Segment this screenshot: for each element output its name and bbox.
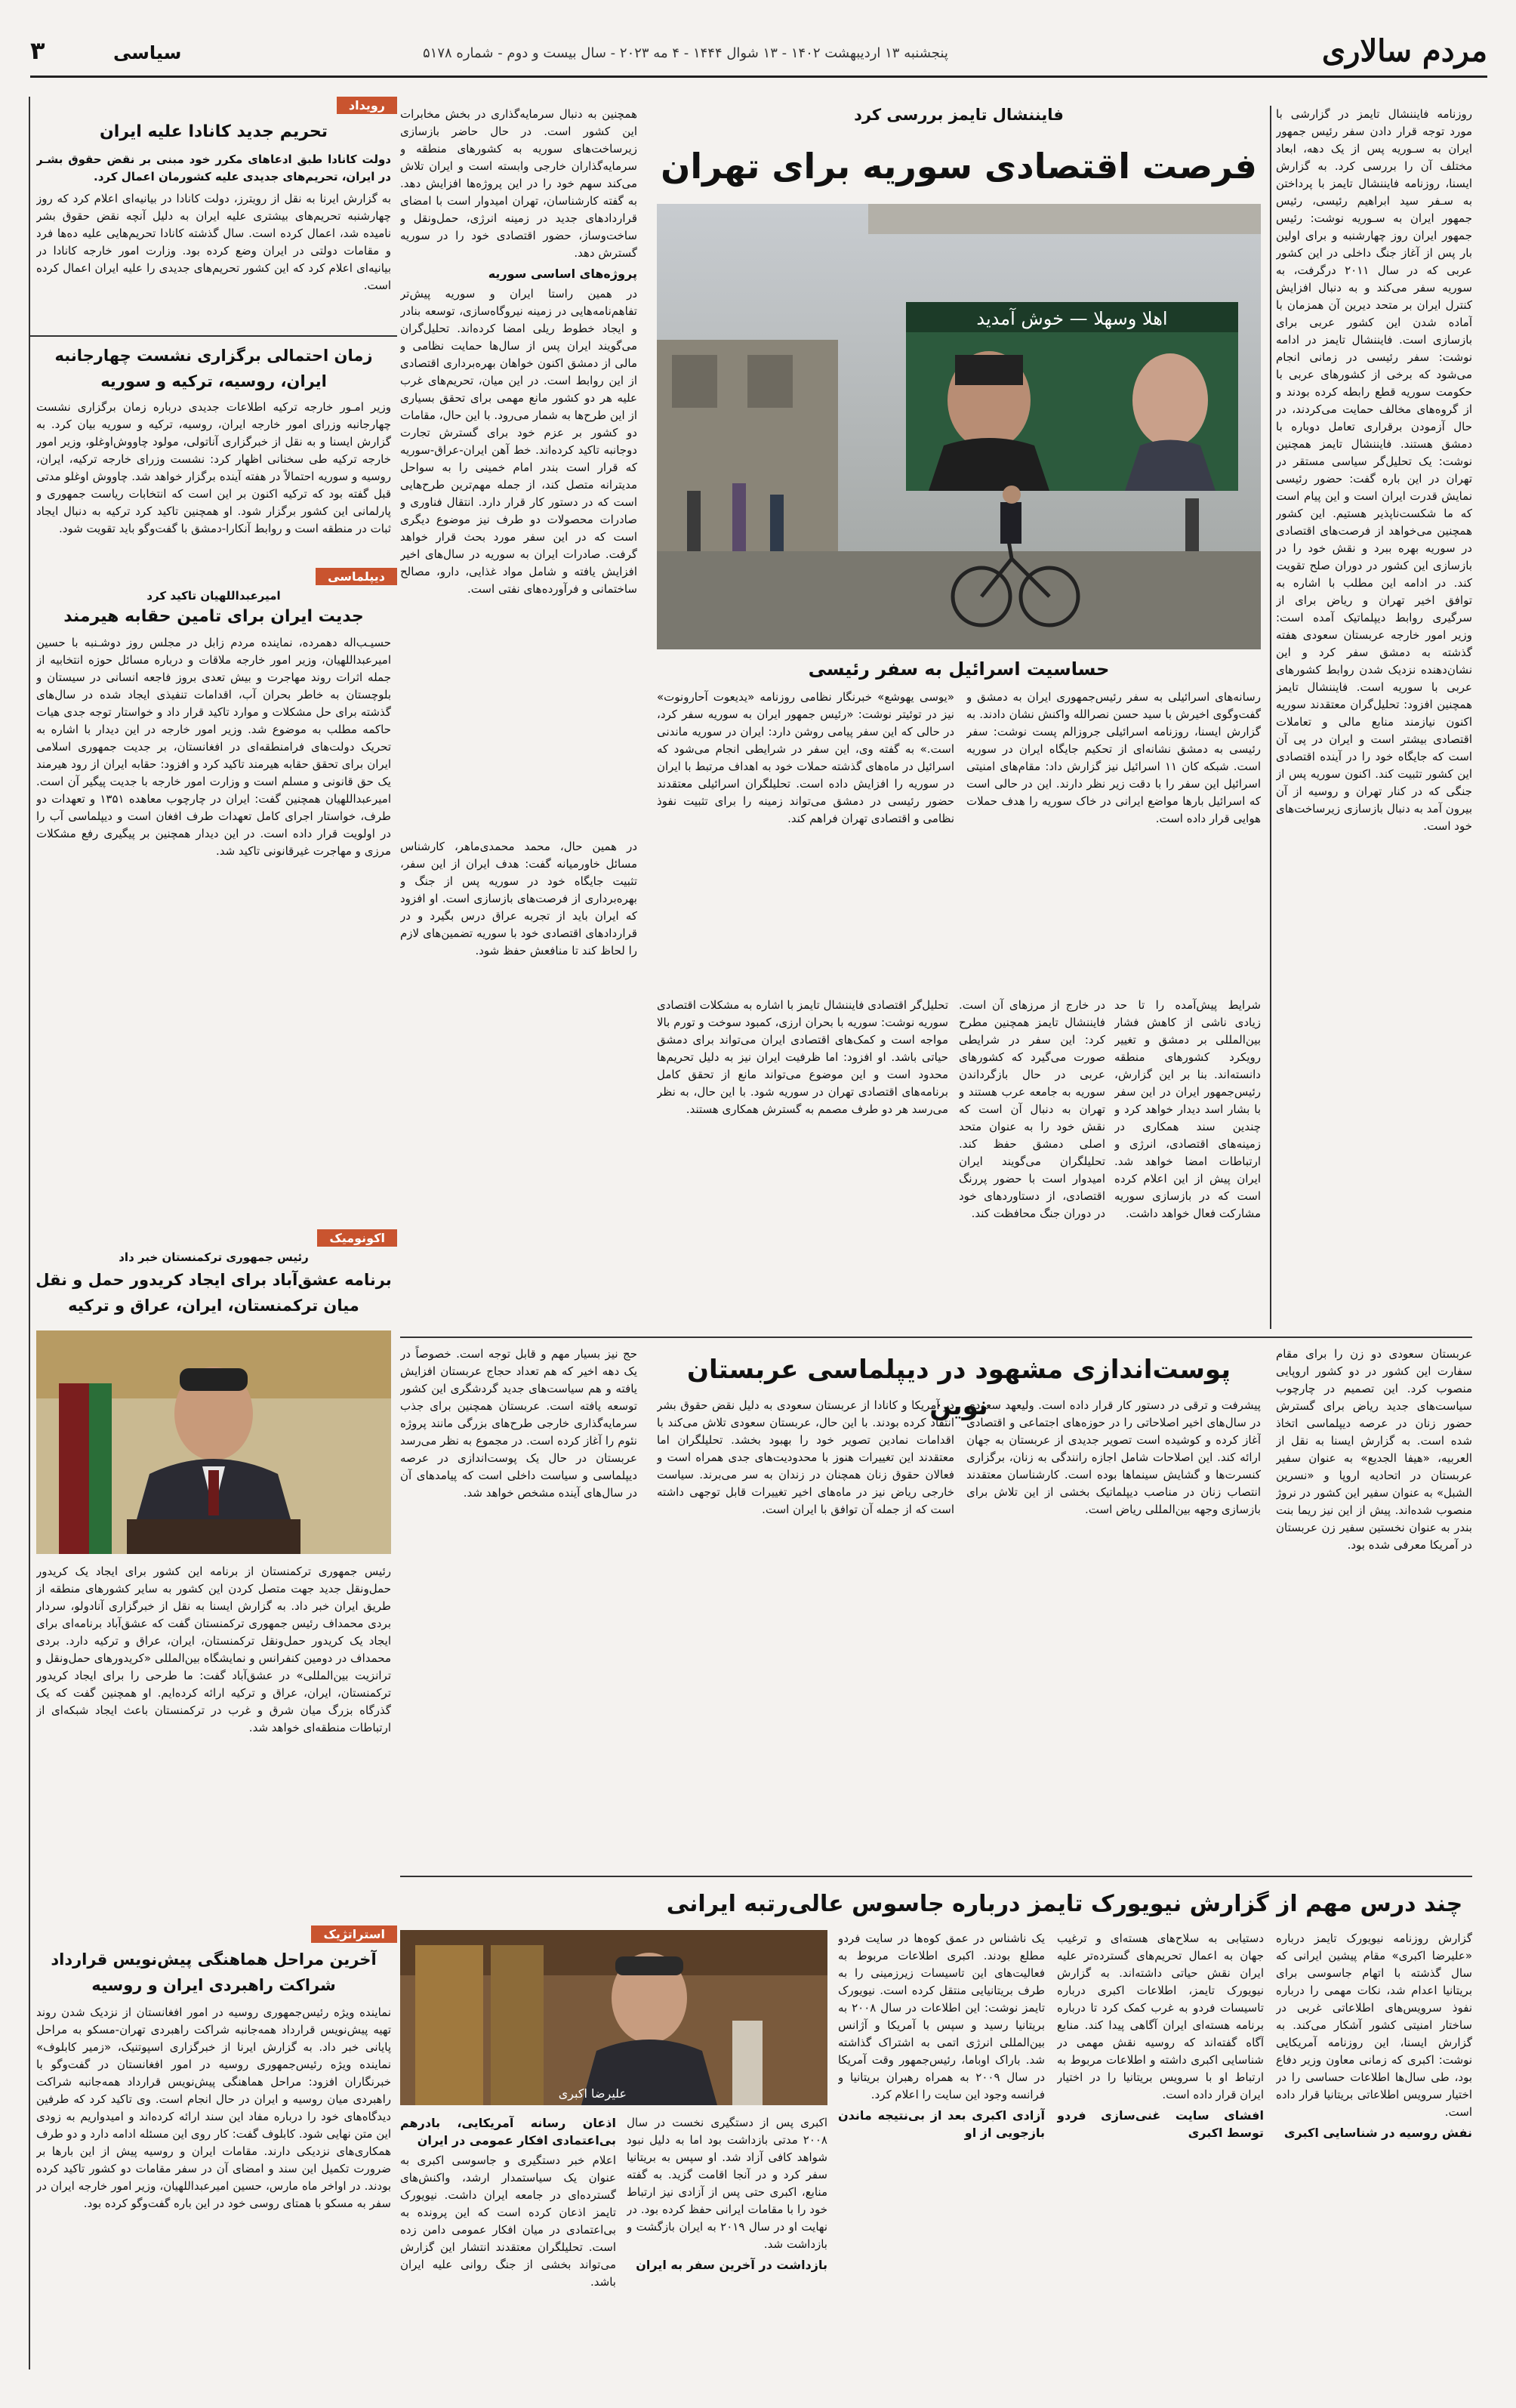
article-column: در خارج از مرزهای آن است. فایننشال تایمز همچنین مطرح کرد: این سفر در شرایطی صورت می‌گیرد که کشورهای عربی در حال بازگرداندن سوریه به جامعه عرب هستند و تهران به دنبال آن است که نقش خود را به عنوان متحد اصلی دمشق حفظ کند. تحلیلگران می‌گویند ایران امیدوار است با حضور پررنگ اقتصادی، از دستاوردهای خود در دوران جنگ محافظت کند.: [959, 998, 1105, 1220]
article-paragraph: همچنین به دنبال سرمایه‌گذاری در بخش مخابرات این کشور است. در حال حاضر بازسازی زیرساخت‌های سوریه به کشورهای منطقه و سرمایه‌گذاران خارجی وابسته است و ایران تلاش می‌کند سهم خود را در این پروژه‌ها افزایش دهد. به گفته کارشناسان، تهران امیدوار است با امضای قراردادهای جدید در زمینه انرژی، حمل‌ونقل و ساخت‌وساز، حضور اقتصادی خود را در سوریه گسترش دهد.: [400, 107, 637, 260]
article-paragraph: دستیابی به سلاح‌های هسته‌ای و ترغیب جهان به اعمال تحریم‌های گسترده‌تر علیه ایران نقش حیاتی داشته‌اند. به گزارش نیویورک تایمز، اطلاعات اکبری درباره تاسیسات فردو به غرب کمک کرد تا درباره برنامه هسته‌ای ایران آگاهی پیدا کند. منابع آگاه گفته‌اند که روسیه نقش مهمی در شناسایی اکبری داشته و اطلاعات مربوط به ارتباط او با سرویس بریتانیا را در اختیار ایران قرار داده است.: [1057, 1932, 1264, 2101]
sidebar-headline: جدیت ایران برای تامین حقابه هیرمند: [63, 607, 364, 626]
sidebar-body: حسیـب‌اله دهمرده، نماینده مردم زابل در مجلس روز دوشـنبه با حسین امیرعبداللهیان، وزیر امور خارجه ملاقات و درباره مسائل حوزه انتخابیه از جمله اثرات روند مهاجرت و بیش تعدی بروز فاجعه انسانی در سیستان و بلوچستان به خاطر بحران آب، اقدامات تنفیذی ایجاد شده در سال‌های گذشته برای حل مشکلات و موارد تاکید قرار داد و خواستار توجه جدی هیات حاکمه مطلب به موضوع شد. وزیر امور خارجه در این دیدار با اشاره به تحریک دولت‌های فرامنطقه‌ای در افغانستان، بر جدیت جمهوری اسلامی ایران برای تحقق حقابه هیرمند تاکید کرد و افزود: حقابه ایران از رود هیرمند یک حق قانونی و مسلم است و وزارت امور خارجه با جدیت پیگیر آن است. امیرعبداللهیان همچنین گفت: ایران در چارچوب معاهده ۱۳۵۱ و تعهدات دو طرف، خواستار اجرای کامل تعهدات طرف افغان است و دیپلماسی آب را در اولویت قرار داده است. در این دیدار همچنین بر پیگیری رفع مشکلات مرزی و مهاجرت غیرقانونی تاکید شد.: [36, 636, 391, 858]
subheading: بازداشت در آخرین سفر به ایران: [636, 2258, 827, 2272]
article-paragraph: گزارش روزنامه نیویورک تایمز درباره «علیرضا اکبری» مقام پیشین ایرانی که سال گذشته با اتهام جاسوسی برای بریتانیا اعدام شد، نکات مهمی را درباره نفوذ سرویس‌های اطلاعاتی غربی در ساختار امنیتی کشور آشکار می‌کند. به گزارش ایسنا، این روزنامه آمریکایی نوشت: اکبری که زمانی معاون وزیر دفاع بود، طی سال‌ها اطلاعات حساسی را در اختیار سرویس اطلاعاتی بریتانیا قرار داده است.: [1276, 1932, 1472, 2119]
story2-headline: پوست‌اندازی مشهود در دیپلماسی عربستان نوین: [687, 1355, 1231, 1421]
article-paragraph: اکبری پس از دستگیری نخست در سال ۲۰۰۸ مدتی بازداشت بود اما به دلیل نبود شواهد کافی آزاد شد. او سپس به بریتانیا سفر کرد و در آنجا اقامت گزید. به گفته منابع، اکبری حتی پس از آزادی نیز ارتباط خود را با مقامات ایرانی حفظ کرده بود. در نهایت او در سال ۲۰۱۹ به ایران بازگشت و بازداشت شد.: [627, 2116, 827, 2251]
section-rule: [400, 1876, 1472, 1877]
section-tag: رویداد: [337, 97, 397, 114]
article-column: [400, 2114, 616, 2376]
article-column: پیشرفت و ترقی در دستور کار قرار داده است. ولیعهد سعودی در سال‌های اخیر اصلاحاتی را در حوزه‌های اجتماعی و اقتصادی آغاز کرده و کوشیده است تصویر جدیدی از عربستان به جهان ارائه کند. این اصلاحات شامل اجازه رانندگی به زنان، برگزاری کنسرت‌ها و گشایش سینماها بوده است. کارشناسان معتقدند انتصاب زنان در مناصب دیپلماتیک بخشی از این تلاش برای بازسازی وجهه بین‌المللی ریاض است.: [966, 1398, 1261, 1516]
article-column: [627, 2114, 827, 2376]
subheading: اذعان رسانه آمریکایی، بادرهم بی‌اعتمادی افکار عمومی در ایران: [400, 2116, 616, 2147]
section-name: سیاسی: [113, 42, 182, 63]
sidebar-body: به گزارش ایرنا به نقل از رویترز، دولت کانادا در بیانیه‌ای اعلام کرد که روز چهارشنبه تحریم‌های بیشتری علیه ایران به دلیل آنچه نقض حقوق بشر نامیده شد، اعمال کرده است. سال گذشته کانادا تحریم‌هایی علیه ده‌ها فرد و مقامات دولتی در ایران وضع کرده بود. وزارت امور خارجه کانادا در بیانیه‌ای اعلام کرد که این کشور تحریم‌های جدیدی را علیه ایران اعمال کرده است.: [36, 192, 391, 292]
main-headline: فرصت اقتصادی سوریه برای تهران: [661, 146, 1257, 187]
divider: [30, 335, 397, 337]
article-paragraph: در همین راستا ایران و سوریه پیش‌تر تفاهم‌نامه‌هایی در زمینه نیروگاه‌سازی، توسعه بنادر و ایجاد خطوط ریلی امضا کرده‌اند. تحلیل‌گران می‌گویند ایران پس از سال‌ها حمایت نظامی و مالی از دمشق اکنون خواهان بهره‌برداری اقتصادی از این روابط است. در این میان، تحریم‌های غرب علیه هر دو کشور مانع مهمی برای تحقق بسیاری از این طرح‌ها به شمار می‌رود. با این حال، مقامات دو کشور بر عزم خود برای گسترش تجارت دوجانبه تاکید کرده‌اند. خط آهن ایران-عراق-سوریه که قرار است بندر امام خمینی را به سواحل مدیترانه متصل کند، از جمله مهم‌ترین طرح‌هایی است که در دستور کار قرار دارد. انتقال فناوری و صادرات محصولات دو طرف نیز موضوع دیگری است که در این سفر مورد بحث قرار خواهد گرفت. صادرات ایران به سوریه در سال‌های اخیر افزایش یافته و شامل مواد غذایی، دارو، مصالح ساختمانی و فرآورده‌های نفتی است.: [400, 287, 637, 596]
main-photo: [657, 204, 1261, 649]
section-tag: استراتژیک: [311, 1925, 397, 1943]
poster-text: اهلا وسهلا — خوش آمدید: [976, 308, 1168, 329]
article-column: حج نیز بسیار مهم و قابل توجه است. خصوصاً در یک دهه اخیر که هم تعداد حجاج عربستان افزایش یافته و هم سیاست‌های جدید گردشگری این کشور توسعه یافته است. عربستان همچنین برای جذب سرمایه‌گذاری خارجی طرح‌های بزرگی مانند پروژه نئوم را آغاز کرده است. در مجموع به نظر می‌رسد عربستان در حال یک پوست‌اندازی در عرصه دیپلماسی و سیاست داخلی است که پیامدهای آن در سال‌های آینده مشخص خواهد شد.: [400, 1347, 637, 1500]
subheading: نفش روسیه در شناسایی اکبری: [1283, 2126, 1472, 2140]
newspaper-brand: مردم سالاری: [1321, 33, 1487, 69]
subheading: آزادی اکبری بعد از بی‌نتیجه ماندن بازجویی از او: [838, 2108, 1045, 2140]
portrait-image: [36, 1330, 391, 1554]
sidebar-headline: زمان احتمالی برگزاری نشست چهارجانبه ایران، روسیه، ترکیه و سوریه: [54, 347, 373, 390]
sidebar-body: وزیر امـور خارجه ترکیه اطلاعات جدیدی درباره زمان برگزاری نشست چهارجانبه وزرای امور خارجه ایران، روسیه، ترکیه و سوریه بیان کرد. به گزارش ایسنا و به نقل از خبرگزاری آناتولی، مولود چاووش‌اوغلو، وزیر امور خارجه ترکیه طی سخنانی اظهار کرد: نشست وزرای خارجه ترکیه، ایران، روسیه و سوریه احتمالاً در هفته آینده برگزار خواهد شد. چاووش اوغلو مدتی قبل گفته بود که ترکیه اکنون بر این است که انتخابات ریاست جمهوری و پارلمانی این کشور برگزار شود. او همچنین تاکید کرد ترکیه به دنبال ایجاد ثبات در منطقه است و روابط آنکارا-دمشق با گفت‌وگو باید تقویت شود.: [36, 400, 391, 535]
photo-caption: علیرضا اکبری: [558, 2086, 627, 2101]
portrait-image: [400, 1930, 827, 2105]
article-column: [1276, 1930, 1472, 2376]
article-column: شرایط پیش‌آمده را تا حد زیادی ناشی از کاهش فشار بین‌المللی بر دمشق و تغییر رویکرد کشورهای منطقه دانسته‌اند. بنا بر این گزارش، رئیس‌جمهور ایران در این سفر با بشار اسد دیدار خواهد کرد و چندین سند همکاری در زمینه‌های اقتصادی، انرژی و ارتباطات امضا خواهد شد. ایران پیش از این اعلام کرده است که در بازسازی سوریه مشارکت فعال خواهد داشت.: [1114, 998, 1261, 1220]
street-scene-image: [657, 204, 1261, 649]
column-rule: [1270, 106, 1271, 1329]
sidebar-headline: تحریم جدید کانادا علیه ایران: [99, 122, 328, 141]
article-column: در همین حال، محمد محمدی‌ماهر، کارشناس مسائل خاورمیانه گفت: هدف ایران از این سفر، تثبیت جایگاه خود در سوریه پس از جنگ و بهره‌برداری از فرصت‌های بازسازی است. او افزود که ایران باید از تجربه عراق درس بگیرد و در قراردادهای اقتصادی خود با سوریه تضمین‌های لازم را لحاظ کند تا منافعش حفظ شود.: [400, 840, 637, 957]
article-paragraph: یک ناشناس در عمق کوه‌ها در سایت فردو مطلع بودند. اکبری اطلاعات مربوط به فعالیت‌های این تاسیسات زیرزمینی را به طرف بریتانیایی منتقل کرده است. نیویورک تایمز نوشت: این اطلاعات در سال ۲۰۰۸ به بریتانیا رسید و سپس با آمریکا و آژانس بین‌المللی انرژی اتمی به اشتراک گذاشته شد. باراک اوباما، رئیس‌جمهور وقت آمریکا در سال ۲۰۰۹ به همراه رهبران بریتانیا و فرانسه وجود این سایت را اعلام کرد.: [838, 1932, 1045, 2101]
article-column: [400, 106, 637, 831]
article-column: روزنامه فایننشال تایمز در گزارشی با مورد توجه قرار دادن سفر رئیس جمهور ایران به سـوریه پس از یک دهه، ابعاد مختلف آن را بررسی کرد. به گزارش ایسنا، روزنامه فایننشال تایمز با پرداختن به سـفر سید ابراهیم رئیسی، رئیس جمهور ایران به سـوریه نوشت: رئیس جمهور ایران روز چهارشنبه و برای اولین بار پس از آغاز جنگ داخلی در این کشور عربی که در سال ۲۰۱۱ درگرفت، به سوریه سفر می‌کند و به دنبال افزایش کنترل ایران بر متحد دیرین آن همزمان با آماده شدن این کشور عربی برای بازسازی است. فایننشال تایمز در ادامه نوشت: سفر رئیسی در زمانی انجام می‌شود که برخی از کشورهای عربی با حکومت سوریه قطع رابطه کرده بودند و از گروه‌های مخالف حمایت می‌کردند، در حال آزمودن برقراری تعامل دوباره با دمشق هستند. فایننشال تایمز همچنین نوشت: یک تحلیل‌گر سیاسی مستقر در تهران در این باره گفت: حضور رئیسی نمایش قدرت ایران است و این پیام است که ما شکست‌ناپذیر هستیم. این کشور همچنین می‌خواهد از فرصت‌های اقتصادی در سوریه بهره ببرد و نقش خود را در بازسازی این کشور در دوران صلح تقویت کند. در ادامه این مطلب با اشاره به توافق اخیر تهران و ریاض برای از سرگیری روابط دیپلماتیک آمده است: وزیر امور خارجه عربستان سعودی هفته گذشته به دمشق سفر کرد و این نشان‌دهنده نزدیک شدن روابط کشورهای عربی با سوریه است. فایننشال تایمز همچنین افزود: تحلیل‌گران معتقدند سوریه اکنون نیازمند منابع مالی و تعاملات اقتصادی بیشتر است و ایران در پی آن است که جایگاه خود را در آینده اقتصادی این کشور تثبیت کند. اکنون سوریه پس از جنگی که در کنار تهران و روسیه از آن بیرون آمد به دنبال بازسازی زیرساخت‌های خود است.: [1276, 107, 1472, 833]
article-column: در آمریکا و کانادا از عربستان سعودی به دلیل نقض حقوق بشر انتقاد کرده بودند. با این حال، عربستان سعودی تلاش می‌کند با اقدامات نمادین تصویر خود را بهبود بخشد. تحلیلگران اما معتقدند این تغییرات هنوز با محدودیت‌های جدی همراه است و فعالان حقوق زنان همچنان در زندان به سر می‌برند. سیاست خارجی ریاض نیز در ماه‌های اخیر تغییرات قابل توجهی داشته است که از جمله آن توافق با ایران است.: [657, 1398, 954, 1516]
subheading: پروژه‌های اساسی سوریه: [488, 267, 637, 281]
article-paragraph: اعلام خبر دستگیری و جاسوسی اکبری به عنوان یک سیاستمدار ارشد، واکنش‌های گسترده‌ای در جامعه ایران داشت. نیویورک تایمز اذعان کرده است که این پرونده به بی‌اعتمادی در میان افکار عمومی دامن زده است. تحلیلگران معتقدند انتشار این گزارش می‌تواند بخشی از جنگ روانی علیه ایران باشد.: [400, 2154, 616, 2289]
article-column: [1057, 1930, 1264, 2376]
masthead: [30, 30, 1487, 78]
story-kicker: فایننشال تایمز بررسی کرد: [854, 106, 1064, 124]
section-tag: دیپلماسی: [316, 568, 397, 585]
sidebar-divider: [29, 97, 30, 2369]
date-line: پنجشنبه ۱۳ اردیبهشت ۱۴۰۲ - ۱۳ شوال ۱۴۴۴ - ۴ مه ۲۰۲۳ - سال بیست و دوم - شماره ۵۱۷۸: [423, 45, 948, 61]
article-column: [838, 1930, 1045, 2376]
sidebar-headline: برنامه عشق‌آباد برای ایجاد کریدور حمل و نقل میان ترکمنستان، ایران، عراق و ترکیه: [35, 1271, 392, 1315]
sidebar-body: رئیس جمهوری ترکمنستان از برنامه این کشور برای ایجاد یک کریدور حمل‌ونقل جدید جهت متصل کردن این کشور به سایر کشورهای منطقه از طریق ایران خبر داد. به گزارش ایسنا به نقل از خبرگزاری آنادولو، سردار بردی محمداف رئیس جمهوری ترکمنستان گفت که عشق‌آباد برنامه‌ای برای ایجاد یک کریدور حمل‌ونقل ترکمنستان، ایران، عراق و ترکیه دارد. بردی محمداف در دومین کنفرانس و نمایشگاه بین‌المللی «کریدورهای حمل‌ونقل و ترانزیت بین‌المللی» در عشق‌آباد گفت: ما طرحی را برای ایجاد کریدور ترکمنستان، ایران، عراق و ترکیه ارائه کرده‌ایم. او همچنین گفت که یک گذرگاه بزرگ میان شرق و غرب در ترکمنستان باعث ایجاد شبکه‌ای از ارتباطات منطقه‌ای خواهد شد.: [36, 1565, 391, 1734]
story3-headline: چند درس مهم از گزارش نیویورک تایمز درباره جاسوس عالی‌رتبه ایرانی: [666, 1891, 1463, 1917]
article-column: عربستان سعودی دو زن را برای مقام سفارت این کشور در دو کشور اروپایی منصوب کرد. این تصمیم در چارچوب سیاست‌های جدید ریاض برای گسترش حضور زنان در عرصه دیپلماسی اتخاذ شده است. به گزارش ایسنا به نقل از العربیه، «هیفا الجدیع» به عنوان سفیر عربستان در اتحادیه اروپا و «نسرین الشبل» به عنوان سفیر این کشور در نروژ منصوب شده‌اند. پیش از این نیز ریما بنت بندر به عنوان نخستین سفیر زن عربستان در آمریکا معرفی شده بود.: [1276, 1347, 1472, 1552]
article-column: رسانه‌های اسرائیلی به سفر رئیس‌جمهوری ایران به دمشق و گفت‌وگوی اخیرش با سید حسن نصرالله واکنش نشان دادند. به گزارش ایسنا، روزنامه اسرائیلی جروزالم پست نوشت: سفر رئیسی به دمشق نشانه‌ای از تحکیم جایگاه ایران در سوریه است. شبکه کان ۱۱ اسرائیل نیز گزارش داد: مقام‌های امنیتی اسرائیل این سفر را با دقت زیر نظر دارند. این در حالی است که اسرائیل بارها مواضع ایرانی در خاک سوریه را هدف حملات هوایی قرار داده است.: [966, 690, 1261, 825]
section-subhead: حساسیت اسرائیل به سفر رئیسی: [808, 658, 1110, 680]
subheading: افشای سایت غنی‌سازی فردو توسط اکبری: [1057, 2108, 1264, 2140]
section-rule: [400, 1337, 1472, 1338]
sidebar-kicker: امیرعبداللهیان تاکید کرد: [146, 589, 281, 603]
turkmen-president-photo: [36, 1330, 391, 1554]
sidebar: [30, 97, 397, 2369]
sidebar-headline: آخرین مراحل هماهنگی پیش‌نویس قرارداد شراکت راهبردی ایران و روسیه: [51, 1950, 377, 1994]
sidebar-lead: دولت کانادا طبق ادعاهای مکرر خود مبنی بر نقض حقوق بشـر در ایران، تحریم‌های جدیدی علیه کشورمان اعمال کرد.: [36, 153, 391, 183]
section-tag: اکونومیک: [317, 1229, 397, 1247]
article-column: تحلیل‌گر اقتصادی فایننشال تایمز با اشاره به مشکلات اقتصادی سوریه نوشت: سوریه با بحران ارزی، کمبود سوخت و تورم بالا مواجه است و کمک‌های اقتصادی ایران می‌تواند برای دمشق حیاتی باشد. او افزود: اما ظرفیت ایران نیز به دلیل تحریم‌ها محدود است و این موضوع می‌تواند مانع از تحقق کامل برنامه‌های اقتصادی تهران در سوریه شود. با این حال، به نظر می‌رسد هر دو طرف مصمم به گسترش همکاری هستند.: [657, 998, 948, 1116]
sidebar-body: نماینده ویژه رئیس‌جمهوری روسیه در امور افغانستان از نزدیک شدن روند تهیه پیش‌نویس قرارداد همه‌جانبه شراکت راهبردی تهران-مسکو به مراحل پایانی خبر داد. به گزارش ایرنا از خبرگزاری اسپوتنیک، «زمیر کابلوف» نماینده ویژه رئیس‌جمهوری روسیه در امور افغانستان در گفت‌وگو با خبرنگاران افزود: مراحل هماهنگی پیش‌نویس قرارداد همه‌جانبه شراکت راهبردی میان روسیه و ایران در حال انجام است. وی تاکید کرد که طرفین دیدگاه‌های خود را درباره مفاد این سند ارائه کرده‌اند و امیدواریم به زودی این متن نهایی شود. کابلوف گفت: کار روی این مسئله ادامه دارد و دو طرف همکاری‌های نزدیکی دارند. مقامات ایران و روسیه پیش از این بارها بر ضرورت تکمیل این سند و امضای آن در سفر مقامات دو کشور تاکید کرده بودند. در اواخر ماه مارس، حسین امیرعبداللهیان، وزیر امور خارجه ایران در سفر به مسکو با همتای روسی خود در این باره گفت‌وگو کرده بود.: [36, 2006, 391, 2210]
page-number: ۳: [30, 36, 45, 65]
sidebar-kicker: رئیس جمهوری ترکمنستان خبر داد: [119, 1250, 309, 1264]
article-column: «یوسی یهوشع» خبرنگار نظامی روزنامه «یدیعوت آحارونوت» نیز در توئیتر نوشت: «رئیس جمهور ایران به سوریه سفر کرد، در حالی که این سفر پیامی روشن دارد: ایران در سوریه ماندنی است.» به گفته وی، این سفر در شرایطی انجام می‌شود که اسرائیل در ماه‌های گذشته حملات خود به اهداف مرتبط با ایران در سوریه را افزایش داده است. تحلیلگران اسرائیلی معتقدند حضور رئیسی در دمشق می‌تواند زمینه را برای تثبیت نفوذ نظامی و اقتصادی تهران فراهم کند.: [657, 690, 954, 825]
akbari-photo: [400, 1930, 827, 2105]
